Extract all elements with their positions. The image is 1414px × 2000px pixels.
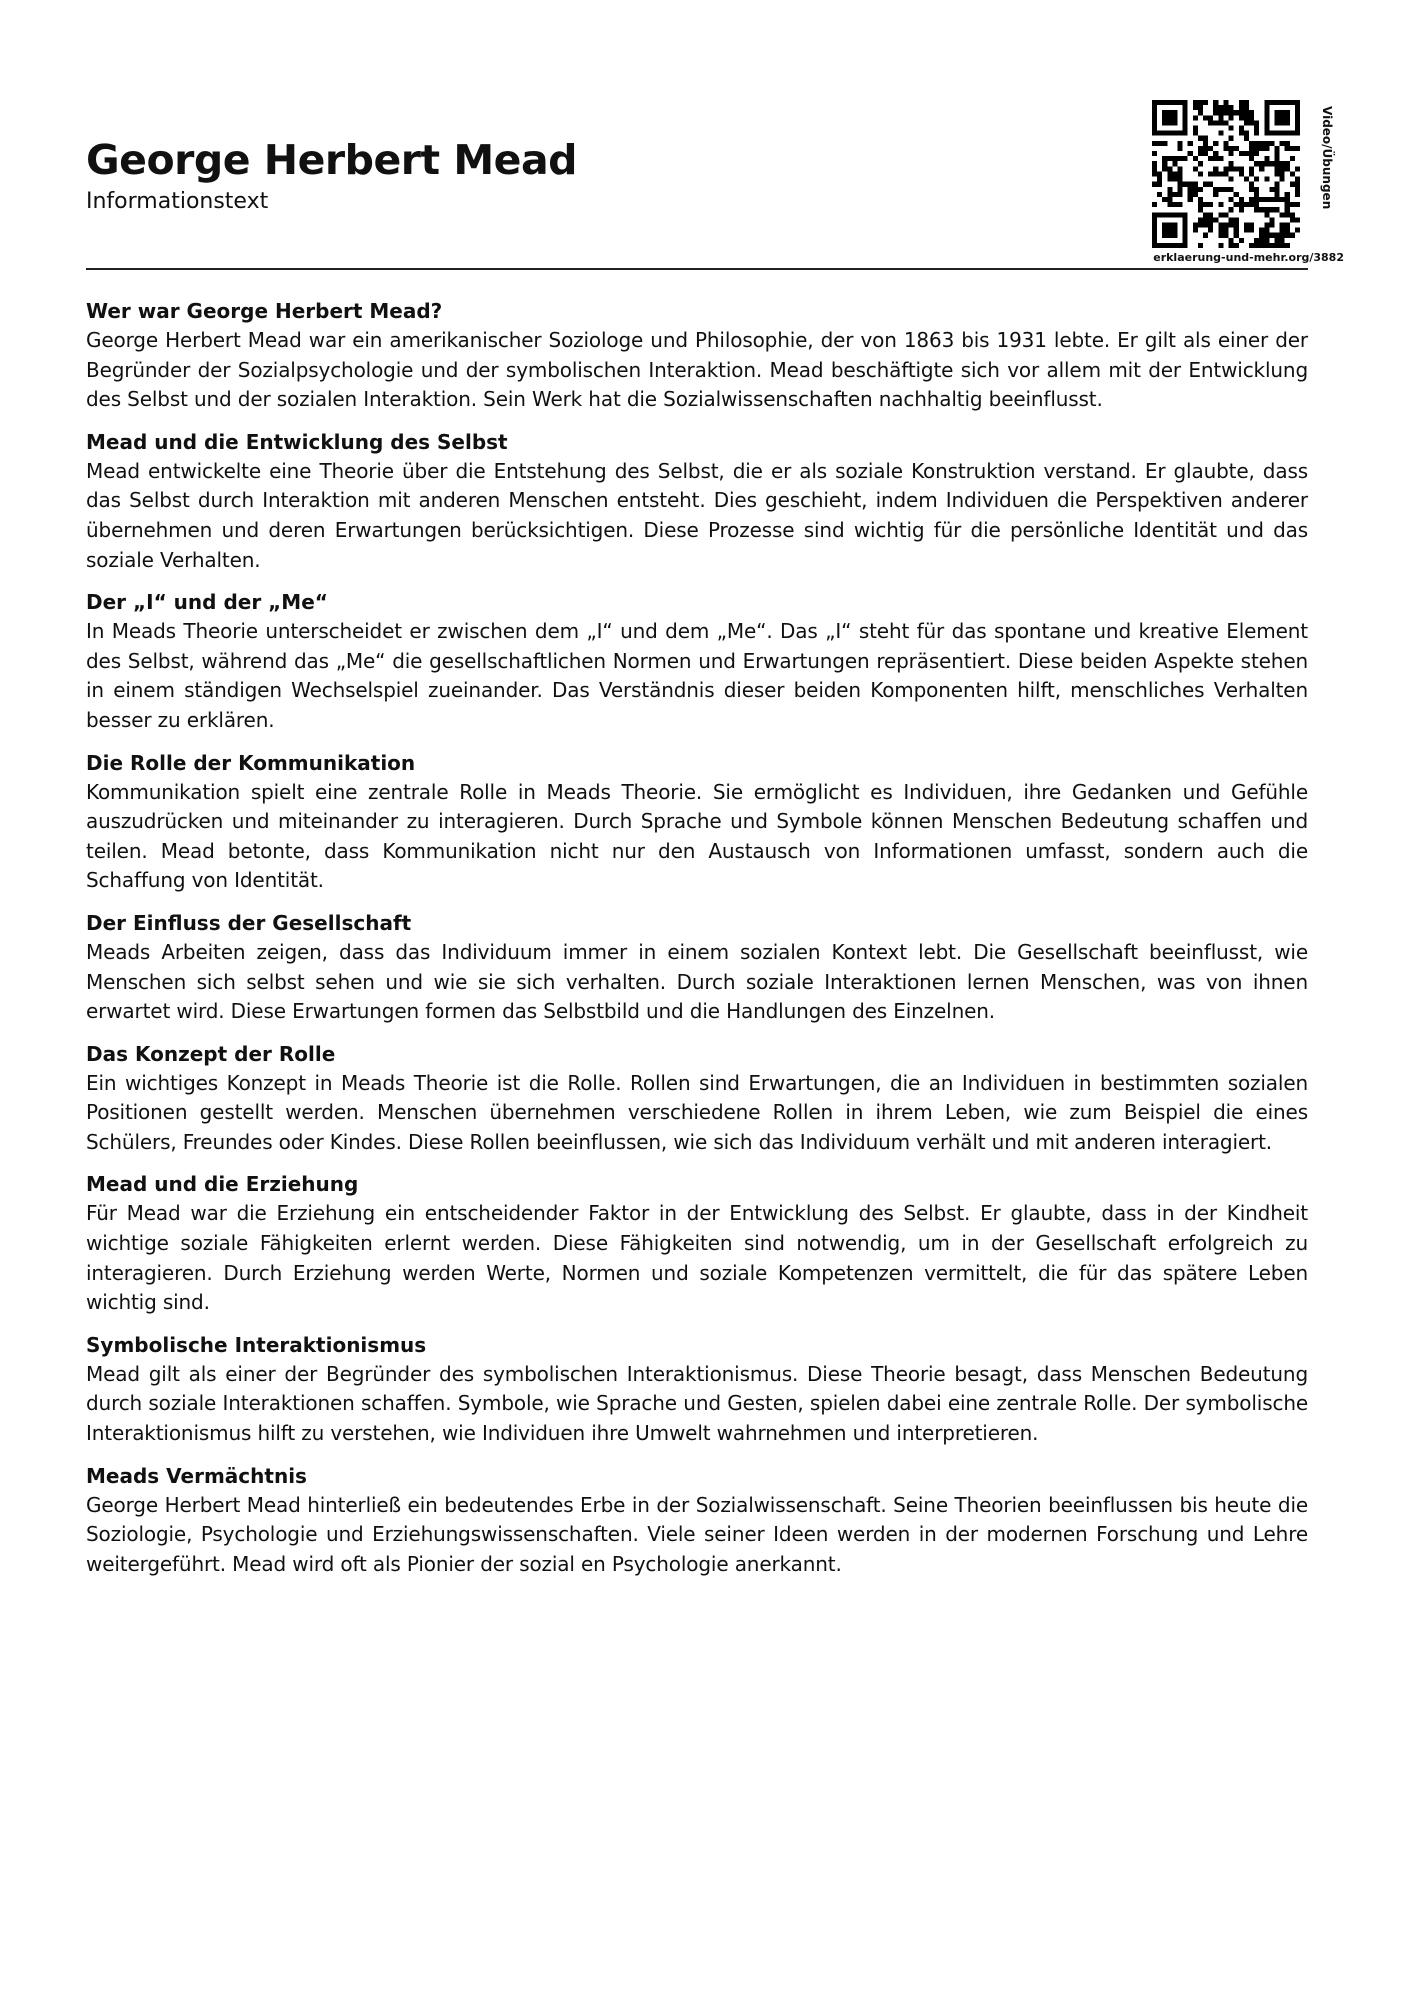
- section-text: Mead gilt als einer der Begründer des symbolischen Interaktionismus. Diese Theorie besagt, dass Menschen Bedeutung durch soziale Interaktionen schaffen. Symbole, wie Sprache und Gesten, spielen dabei eine zentrale Rolle. Der symbolische Interaktionismus hilft zu verstehen, wie Individuen ihre Umwelt wahrnehmen und interpretieren.: [86, 1361, 1308, 1446]
- section-text: Ein wichtiges Konzept in Meads Theorie ist die Rolle. Rollen sind Erwartungen, die an Individuen in bestimmten sozialen Positionen gestellt werden. Menschen übernehmen verschiedene Rollen in ihrem Leben, wie zum Beispiel die eines Schülers, Freundes oder Kindes. Diese Rollen beeinflussen, wie sich das Individuum verhält und mit anderen interagiert.: [86, 1070, 1308, 1154]
- qr-code-icon[interactable]: [1152, 100, 1300, 248]
- section-heading: Der „I“ und der „Me“: [86, 590, 328, 615]
- page-subtitle: Informationstext: [86, 189, 269, 214]
- video-exercises-label: Video/Übungen: [1320, 106, 1334, 210]
- section-symbolic-interactionism: [86, 1330, 1308, 1449]
- section-text: Mead entwickelte eine Theorie über die Entstehung des Selbst, die er als soziale Konstruktion verstand. Er glaubte, dass das Selbst durch Interaktion mit anderen Menschen entsteht. Dies geschieht, indem Individuen die Perspektiven anderer übernehmen und deren Erwartungen berücksichtigen. Diese Prozesse sind wichtig für die persönliche Identität und das soziale Verhalten.: [86, 458, 1308, 572]
- section-text: George Herbert Mead war ein amerikanischer Soziologe und Philosophie, der von 1863 bis 1931 lebte. Er gilt als einer der Begründer der Sozialpsychologie und der symbolischen Interaktion. Mead beschäftigte sich vor allem mit der Entwicklung des Selbst und der sozialen Interaktion. Sein Werk hat die Sozialwissenschaften nachhaltig beeinflusst.: [86, 328, 1308, 412]
- section-heading: Meads Vermächtnis: [86, 1463, 307, 1488]
- section-development-of-self: [86, 427, 1308, 575]
- section-heading: Der Einfluss der Gesellschaft: [86, 910, 412, 935]
- section-who-was-mead: [86, 296, 1308, 415]
- section-heading: Die Rolle der Kommunikation: [86, 750, 416, 775]
- section-role-concept: [86, 1039, 1308, 1158]
- section-text: George Herbert Mead hinterließ ein bedeutendes Erbe in der Sozialwissenschaft. Seine Theorien beeinflussen bis heute die Soziologie, Psychologie und Erziehungswissenschaften. Viele seiner Ideen werden in der modernen Forschung und Lehre weitergeführt. Mead wird oft als Pionier der sozial en Psychologie anerkannt.: [86, 1492, 1308, 1576]
- section-legacy: [86, 1461, 1308, 1580]
- section-text: Meads Arbeiten zeigen, dass das Individuum immer in einem sozialen Kontext lebt. Die Gesellschaft beeinflusst, wie Menschen sich selbst sehen und wie sie sich verhalten. Durch soziale Interaktionen lernen Menschen, was von ihnen erwartet wird. Diese Erwartungen formen das Selbstbild und die Handlungen des Einzelnen.: [86, 939, 1308, 1024]
- section-heading: Mead und die Entwicklung des Selbst: [86, 429, 508, 454]
- section-text: Kommunikation spielt eine zentrale Rolle in Meads Theorie. Sie ermöglicht es Individuen, ihre Gedanken und Gefühle auszudrücken und miteinander zu interagieren. Durch Sprache und Symbole können Menschen Bedeutung schaffen und teilen. Mead betonte, dass Kommunikation nicht nur den Austausch von Informationen umfasst, sondern auch die Schaffung von Identität.: [86, 779, 1308, 893]
- section-education: [86, 1169, 1308, 1317]
- page-title: George Herbert Mead: [86, 136, 577, 184]
- section-heading: Wer war George Herbert Mead?: [86, 299, 443, 323]
- section-society: [86, 908, 1308, 1027]
- content: [86, 296, 1308, 1591]
- header-divider: [86, 268, 1308, 270]
- section-communication: [86, 748, 1308, 896]
- section-heading: Das Konzept der Rolle: [86, 1041, 336, 1066]
- section-i-and-me: [86, 587, 1308, 735]
- section-text: Für Mead war die Erziehung ein entscheidender Faktor in der Entwicklung des Selbst. Er glaubte, dass in der Kindheit wichtige soziale Fähigkeiten erlernt werden. Diese Fähigkeiten sind notwendig, um in der Gesellschaft erfolgreich zu interagieren. Durch Erziehung werden Werte, Normen und soziale Kompetenzen vermittelt, die für das spätere Leben wichtig sind.: [86, 1201, 1308, 1315]
- section-text: In Meads Theorie unterscheidet er zwischen dem „I“ und dem „Me“. Das „I“ steht für das spontane und kreative Element des Selbst, während das „Me“ die gesellschaftlichen Normen und Erwartungen repräsentiert. Diese beiden Aspekte stehen in einem ständigen Wechselspiel zueinander. Das Verständnis dieser beiden Komponenten hilft, menschliches Verhalten besser zu erklären.: [86, 619, 1308, 732]
- section-heading: Symbolische Interaktionismus: [86, 1332, 427, 1357]
- section-heading: Mead und die Erziehung: [86, 1172, 359, 1197]
- source-url[interactable]: erklaerung-und-mehr.org/3882: [1153, 251, 1344, 264]
